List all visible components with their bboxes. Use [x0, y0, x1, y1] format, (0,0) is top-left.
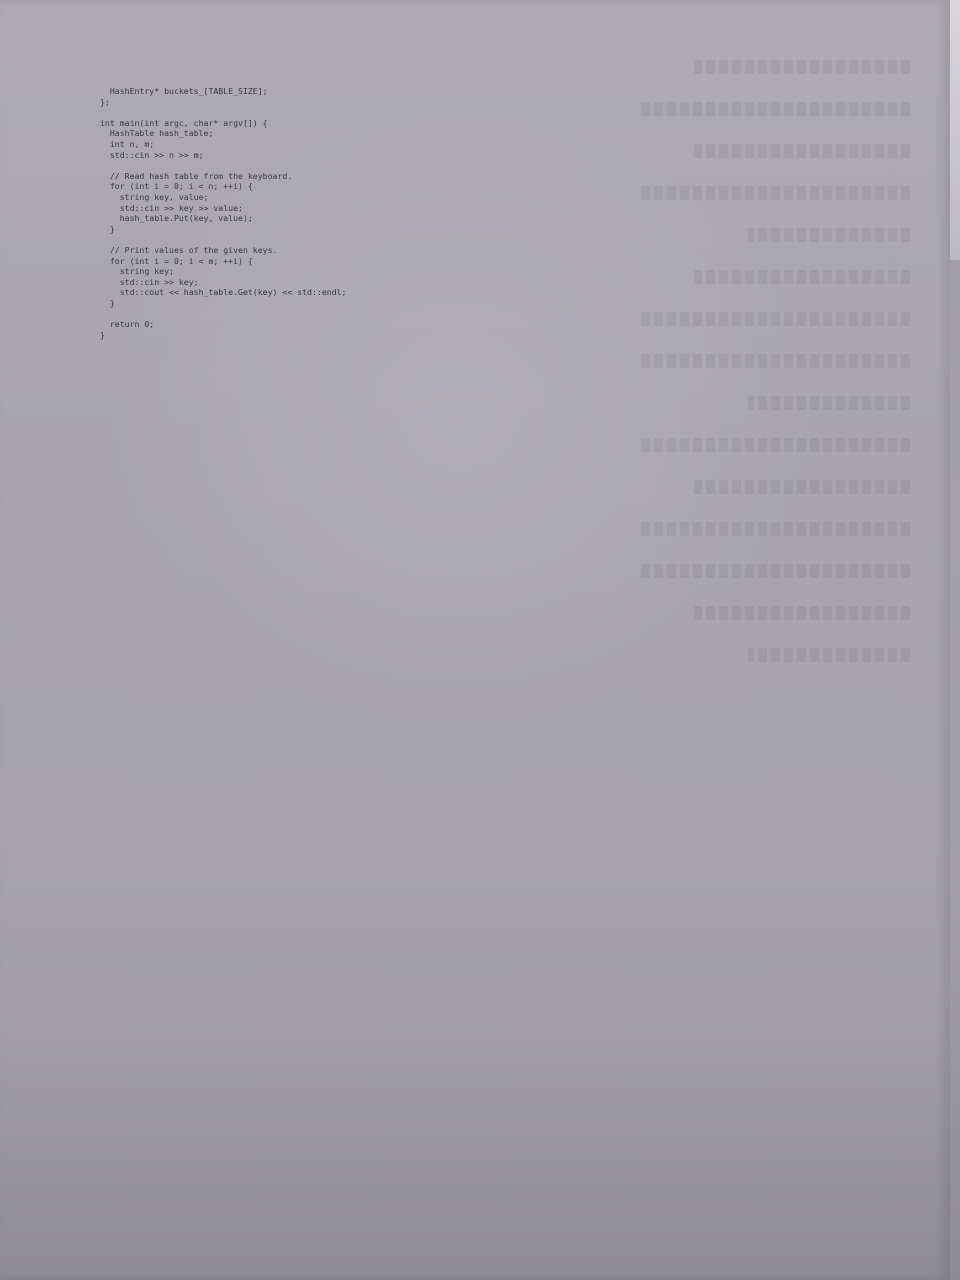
code-line	[100, 160, 346, 171]
code-line: for (int i = 0; i < m; ++i) {	[100, 255, 253, 266]
code-line	[100, 234, 346, 245]
code-line: return 0;	[100, 319, 155, 330]
bleed-line	[640, 102, 910, 116]
code-line	[100, 308, 346, 319]
code-line: };	[100, 96, 110, 107]
code-listing	[100, 86, 346, 340]
bleed-line	[640, 522, 910, 536]
code-line: }	[100, 223, 115, 234]
code-line	[100, 107, 346, 118]
code-line: for (int i = 0; i < n; ++i) {	[100, 181, 253, 192]
code-line: // Read hash table from the keyboard.	[100, 170, 293, 181]
code-line: std::cin >> key >> value;	[100, 202, 243, 213]
bleed-line	[640, 438, 910, 452]
code-line: }	[100, 297, 115, 308]
bleed-line	[640, 564, 910, 578]
code-line: std::cout << hash_table.Get(key) << std::endl;	[100, 287, 347, 298]
bleed-line	[640, 312, 910, 326]
bleed-line	[640, 186, 910, 200]
bleed-line	[694, 144, 910, 158]
reverse-side-bleed-through	[640, 60, 910, 710]
code-line: }	[100, 329, 105, 340]
bleed-line	[694, 270, 910, 284]
code-line: hash_table.Put(key, value);	[100, 213, 253, 224]
code-line: std::cin >> n >> m;	[100, 149, 204, 160]
bleed-line	[748, 396, 910, 410]
code-line: // Print values of the given keys.	[100, 244, 278, 255]
bottom-shadow	[0, 1020, 950, 1280]
bleed-line	[694, 480, 910, 494]
bleed-line	[694, 606, 910, 620]
bleed-line	[640, 354, 910, 368]
code-line: HashEntry* buckets_[TABLE_SIZE];	[100, 86, 268, 96]
bleed-line	[694, 60, 910, 74]
code-line: std::cin >> key;	[100, 276, 199, 287]
code-line: string key, value;	[100, 191, 209, 202]
bleed-line	[748, 648, 910, 662]
code-line: int n, m;	[100, 138, 155, 149]
code-line: string key;	[100, 266, 174, 277]
code-line: int main(int argc, char* argv[]) {	[100, 117, 268, 128]
bleed-line	[748, 228, 910, 242]
code-line: HashTable hash_table;	[100, 128, 214, 139]
